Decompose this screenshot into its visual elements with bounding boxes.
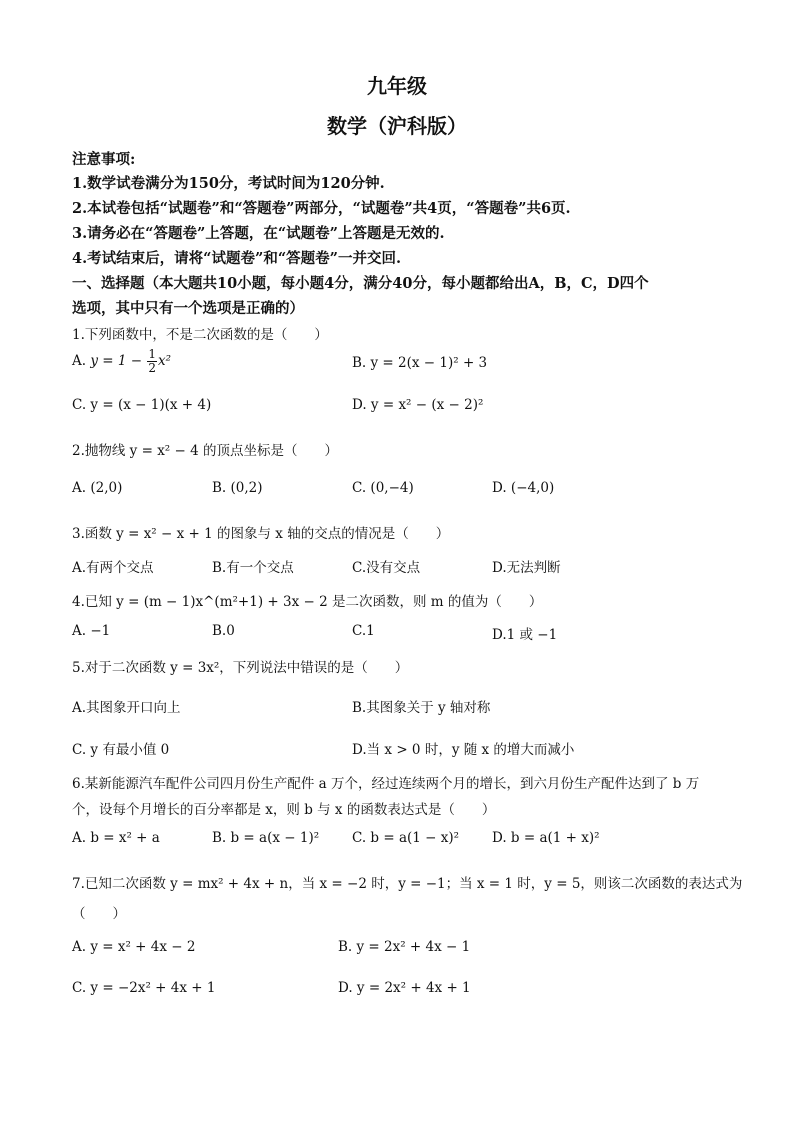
question-5-stem: 5.对于二次函数 y = 3x²，下列说法中错误的是（ ）	[72, 660, 409, 676]
question-3-option-a: A.有两个交点	[72, 560, 154, 576]
question-2-option-c: C. (0,−4)	[352, 480, 414, 496]
question-7-option-d: D. y = 2x² + 4x + 1	[338, 980, 471, 996]
question-7-option-b: B. y = 2x² + 4x − 1	[338, 939, 471, 955]
grade-title: 九年级	[367, 74, 427, 98]
question-4-option-b: B.0	[212, 623, 235, 639]
question-4-stem: 4.已知 y = (m − 1)x^(m²+1) + 3x − 2 是二次函数，则 m 的值为（ ）	[72, 594, 543, 610]
question-6-stem-line1: 6.某新能源汽车配件公司四月份生产配件 a 万个，经过连续两个月的增长，到六月份生产配件达到了 b 万	[72, 776, 700, 792]
question-6-option-c: C. b = a(1 − x)²	[352, 830, 460, 846]
question-6-stem-line2: 个，设每个月增长的百分率都是 x，则 b 与 x 的函数表达式是（ ）	[72, 802, 496, 818]
question-5-option-d: D.当 x > 0 时，y 随 x 的增大而减小	[352, 742, 575, 758]
question-4-option-a: A. −1	[72, 623, 111, 639]
question-3-option-d: D.无法判断	[492, 560, 561, 576]
fraction-numerator: 1	[148, 347, 156, 361]
question-6-option-d: D. b = a(1 + x)²	[492, 830, 600, 846]
notice-item-2: 2.本试卷包括“试题卷”和“答题卷”两部分，“试题卷”共4页，“答题卷”共6页.	[72, 200, 571, 217]
question-2-option-d: D. (−4,0)	[492, 480, 555, 496]
question-2-option-b: B. (0,2)	[212, 480, 263, 496]
subject-title: 数学（沪科版）	[327, 114, 467, 138]
option-label: A.	[72, 353, 87, 369]
question-7-stem-line2: （ ）	[72, 906, 126, 922]
section-heading-line1: 一、选择题（本大题共10小题，每小题4分，满分40分，每小题都给出A，B，C，D四个	[72, 275, 649, 292]
notice-item-4: 4.考试结束后，请将“试题卷”和“答题卷”一并交回.	[72, 250, 402, 267]
fraction	[147, 348, 157, 375]
question-4-option-d: D.1 或 −1	[492, 627, 558, 643]
notice-item-1: 1.数学试卷满分为150分，考试时间为120分钟.	[72, 175, 385, 192]
section-heading-line2: 选项，其中只有一个选项是正确的）	[72, 300, 304, 317]
option-expr-post: x²	[158, 353, 172, 369]
question-2-stem: 2.抛物线 y = x² − 4 的顶点坐标是（ ）	[72, 443, 338, 459]
question-6-option-a: A. b = x² + a	[72, 830, 160, 846]
question-2-option-a: A. (2,0)	[72, 480, 123, 496]
question-1-option-b: B. y = 2(x − 1)² + 3	[352, 355, 488, 371]
question-3-option-c: C.没有交点	[352, 560, 421, 576]
question-1-option-d: D. y = x² − (x − 2)²	[352, 397, 484, 413]
question-3-stem: 3.函数 y = x² − x + 1 的图象与 x 轴的交点的情况是（ ）	[72, 526, 450, 542]
question-7-option-c: C. y = −2x² + 4x + 1	[72, 980, 216, 996]
question-1-stem: 1.下列函数中，不是二次函数的是（ ）	[72, 327, 328, 343]
option-expr-pre: y = 1 −	[90, 353, 147, 369]
notice-heading: 注意事项:	[72, 151, 136, 168]
question-5-option-b: B.其图象关于 y 轴对称	[352, 700, 491, 716]
question-4-option-c: C.1	[352, 623, 375, 639]
question-7-option-a: A. y = x² + 4x − 2	[72, 939, 196, 955]
question-6-option-b: B. b = a(x − 1)²	[212, 830, 320, 846]
notice-item-3: 3.请务必在“答题卷”上答题，在“试题卷”上答题是无效的.	[72, 225, 445, 242]
question-7-stem-line1: 7.已知二次函数 y = mx² + 4x + n，当 x = −2 时，y = −1；当 x = 1 时，y = 5，则该二次函数的表达式为	[72, 876, 743, 892]
fraction-denominator: 2	[148, 361, 156, 375]
question-1-option-a	[72, 347, 171, 375]
question-1-option-c: C. y = (x − 1)(x + 4)	[72, 397, 212, 413]
question-5-option-c: C. y 有最小值 0	[72, 742, 170, 758]
question-3-option-b: B.有一个交点	[212, 560, 294, 576]
question-5-option-a: A.其图象开口向上	[72, 700, 181, 716]
